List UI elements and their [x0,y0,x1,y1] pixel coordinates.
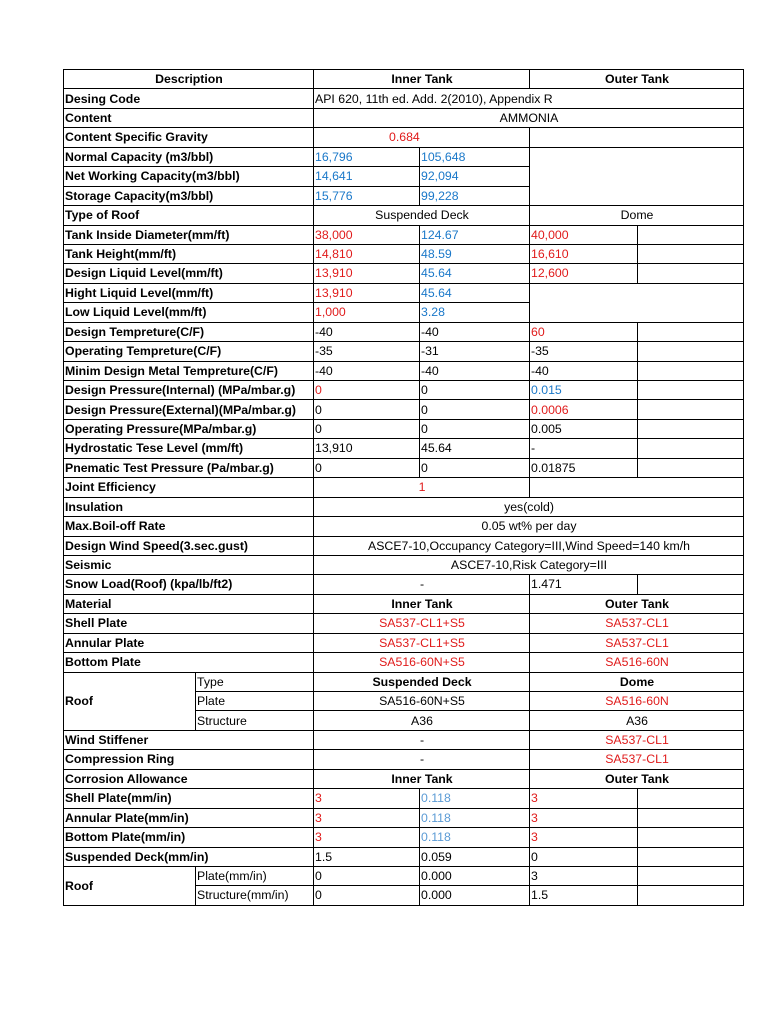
table-row [64,322,744,341]
wind-speed-value: ASCE7-10,Occupancy Category=III,Wind Speed=140 km/h [314,536,744,555]
row-label: Wind Stiffener [64,730,314,749]
table-row [64,147,744,166]
empty-cell [638,828,744,847]
table-row [64,536,744,555]
value-cell: 48.59 [420,244,530,263]
row-label: Insulation [64,497,314,516]
table-row [64,594,744,613]
value-cell: SA537-CL1 [530,633,744,652]
value-cell: 0.000 [420,886,530,905]
table-row [64,478,744,497]
value-cell: 0 [420,419,530,438]
row-label: Bottom Plate(mm/in) [64,828,314,847]
value-cell: 16,796 [314,147,420,166]
row-label: Type of Roof [64,206,314,225]
row-label: Content [64,108,314,127]
row-label: Operating Tempreture(C/F) [64,342,314,361]
empty-cell [530,478,744,497]
value-cell: SA516-60N [530,692,744,711]
row-label: Pnematic Test Pressure (Pa/mbar.g) [64,458,314,477]
value-cell: 3 [314,808,420,827]
table-row [64,342,744,361]
sub-label: Structure [196,711,314,730]
empty-cell [638,244,744,263]
specific-gravity-value: 0.684 [314,128,530,147]
value-cell: 92,094 [420,167,530,186]
row-label: Annular Plate(mm/in) [64,808,314,827]
joint-efficiency-value: 1 [314,478,530,497]
value-cell: 0.005 [530,419,638,438]
table-row [64,653,744,672]
row-label: Compression Ring [64,750,314,769]
row-label: Hydrostatic Tese Level (mm/ft) [64,439,314,458]
value-cell: 0 [314,886,420,905]
seismic-value: ASCE7-10,Risk Category=III [314,555,744,574]
empty-cell [638,419,744,438]
value-cell: -35 [314,342,420,361]
value-cell: 0.000 [420,866,530,885]
content-value: AMMONIA [314,108,744,127]
value-cell: 0 [314,381,420,400]
value-cell: -31 [420,342,530,361]
value-cell: 3 [530,828,638,847]
table-row [64,575,744,594]
table-row [64,750,744,769]
value-cell: -35 [530,342,638,361]
value-cell: 99,228 [420,186,530,205]
row-label: Operating Pressure(MPa/mbar.g) [64,419,314,438]
row-label: Storage Capacity(m3/bbl) [64,186,314,205]
table-row [64,769,744,788]
value-cell: - [314,575,530,594]
row-label: Design Pressure(External)(MPa/mbar.g) [64,400,314,419]
sub-label: Plate [196,692,314,711]
material-inner-header: Inner Tank [314,594,530,613]
empty-cell [638,342,744,361]
value-cell: 0 [314,458,420,477]
empty-cell [638,575,744,594]
value-cell: 45.64 [420,439,530,458]
value-cell: SA516-60N+S5 [314,692,530,711]
value-cell: 1.5 [314,847,420,866]
value-cell: 0.118 [420,828,530,847]
empty-cell [638,400,744,419]
value-cell: - [314,730,530,749]
value-cell: 0.059 [420,847,530,866]
table-row [64,828,744,847]
value-cell: -40 [420,322,530,341]
value-cell: -40 [314,361,420,380]
value-cell: 3 [530,866,638,885]
empty-cell [638,439,744,458]
value-cell: SA537-CL1 [530,730,744,749]
row-label: Shell Plate [64,614,314,633]
value-cell: Dome [530,206,744,225]
value-cell: 12,600 [530,264,638,283]
empty-cell [638,322,744,341]
table-row [64,381,744,400]
table-row [64,866,744,885]
corrosion-section-label: Corrosion Allowance [64,769,314,788]
material-section-label: Material [64,594,314,613]
value-cell: -40 [530,361,638,380]
row-label: Net Working Capacity(m3/bbl) [64,167,314,186]
material-outer-header: Outer Tank [530,594,744,613]
value-cell: 0.118 [420,789,530,808]
empty-cell [638,361,744,380]
empty-cell [638,225,744,244]
value-cell: SA537-CL1+S5 [314,633,530,652]
value-cell: -40 [314,322,420,341]
value-cell: 0.015 [530,381,638,400]
spreadsheet-viewport [63,69,690,903]
empty-cell [530,147,744,205]
row-label: Normal Capacity (m3/bbl) [64,147,314,166]
value-cell: 45.64 [420,264,530,283]
value-cell: 14,641 [314,167,420,186]
table-row [64,128,744,147]
value-cell: 13,910 [314,264,420,283]
value-cell: 0 [420,400,530,419]
row-label: Minim Design Metal Tempreture(C/F) [64,361,314,380]
value-cell: 0 [420,458,530,477]
value-cell: 3 [530,789,638,808]
value-cell: SA537-CL1+S5 [314,614,530,633]
row-label: Tank Height(mm/ft) [64,244,314,263]
value-cell: 38,000 [314,225,420,244]
header-inner-tank: Inner Tank [314,70,530,89]
row-label: Content Specific Gravity [64,128,314,147]
table-row [64,70,744,89]
table-row [64,89,744,108]
row-label: Design Tempreture(C/F) [64,322,314,341]
empty-cell [638,264,744,283]
table-row [64,225,744,244]
row-label: Shell Plate(mm/in) [64,789,314,808]
empty-cell [638,886,744,905]
sub-label: Structure(mm/in) [196,886,314,905]
row-label: Design Liquid Level(mm/ft) [64,264,314,283]
table-row [64,847,744,866]
value-cell: 124.67 [420,225,530,244]
table-row [64,264,744,283]
corrosion-inner-header: Inner Tank [314,769,530,788]
table-row [64,419,744,438]
value-cell: 105,648 [420,147,530,166]
row-label: Roof [64,672,196,730]
row-label: Max.Boil-off Rate [64,517,314,536]
empty-cell [638,381,744,400]
empty-cell [530,283,744,322]
value-cell: 0 [420,381,530,400]
value-cell: A36 [314,711,530,730]
value-cell: SA537-CL1 [530,750,744,769]
table-row [64,108,744,127]
row-label: Snow Load(Roof) (kpa/lb/ft2) [64,575,314,594]
row-label: Roof [64,866,196,905]
corrosion-outer-header: Outer Tank [530,769,744,788]
value-cell: 0 [314,866,420,885]
boil-off-value: 0.05 wt% per day [314,517,744,536]
table-row [64,458,744,477]
row-label: Hight Liquid Level(mm/ft) [64,283,314,302]
value-cell: 0 [530,847,638,866]
value-cell: SA516-60N+S5 [314,653,530,672]
table-row [64,614,744,633]
value-cell: - [530,439,638,458]
row-label: Annular Plate [64,633,314,652]
row-label: Design Pressure(Internal) (MPa/mbar.g) [64,381,314,400]
header-description: Description [64,70,314,89]
empty-cell [530,128,744,147]
table-row [64,497,744,516]
empty-cell [638,458,744,477]
table-row [64,361,744,380]
table-row [64,555,744,574]
table-row [64,400,744,419]
empty-cell [638,808,744,827]
value-cell: 14,810 [314,244,420,263]
value-cell: 1.5 [530,886,638,905]
table-row [64,633,744,652]
value-cell: 0.0006 [530,400,638,419]
value-cell: 0.118 [420,808,530,827]
table-row [64,808,744,827]
tank-spec-table [63,69,744,906]
value-cell: 45.64 [420,283,530,302]
insulation-value: yes(cold) [314,497,744,516]
row-label: Seismic [64,555,314,574]
value-cell: 13,910 [314,439,420,458]
table-row [64,244,744,263]
value-cell: 15,776 [314,186,420,205]
value-cell: 3 [314,828,420,847]
value-cell: 13,910 [314,283,420,302]
design-code-value: API 620, 11th ed. Add. 2(2010), Appendix R [314,89,744,108]
value-cell: 0.01875 [530,458,638,477]
table-row [64,789,744,808]
table-row [64,206,744,225]
value-cell: 0 [314,419,420,438]
table-row [64,439,744,458]
value-cell: 0 [314,400,420,419]
value-cell: A36 [530,711,744,730]
value-cell: 3.28 [420,303,530,322]
empty-cell [638,866,744,885]
value-cell: Suspended Deck [314,206,530,225]
value-cell: - [314,750,530,769]
table-row [64,672,744,691]
value-cell: SA537-CL1 [530,614,744,633]
value-cell: Dome [530,672,744,691]
row-label: Suspended Deck(mm/in) [64,847,314,866]
table-row [64,730,744,749]
sub-label: Plate(mm/in) [196,866,314,885]
value-cell: -40 [420,361,530,380]
header-outer-tank: Outer Tank [530,70,744,89]
row-label: Tank Inside Diameter(mm/ft) [64,225,314,244]
value-cell: 60 [530,322,638,341]
row-label: Desing Code [64,89,314,108]
empty-cell [638,789,744,808]
value-cell: Suspended Deck [314,672,530,691]
value-cell: 3 [314,789,420,808]
value-cell: 16,610 [530,244,638,263]
row-label: Bottom Plate [64,653,314,672]
value-cell: 3 [530,808,638,827]
value-cell: 1,000 [314,303,420,322]
row-label: Joint Efficiency [64,478,314,497]
empty-cell [638,847,744,866]
value-cell: SA516-60N [530,653,744,672]
sub-label: Type [196,672,314,691]
table-row [64,517,744,536]
row-label: Design Wind Speed(3.sec.gust) [64,536,314,555]
value-cell: 40,000 [530,225,638,244]
value-cell: 1.471 [530,575,638,594]
table-row [64,283,744,302]
row-label: Low Liquid Level(mm/ft) [64,303,314,322]
